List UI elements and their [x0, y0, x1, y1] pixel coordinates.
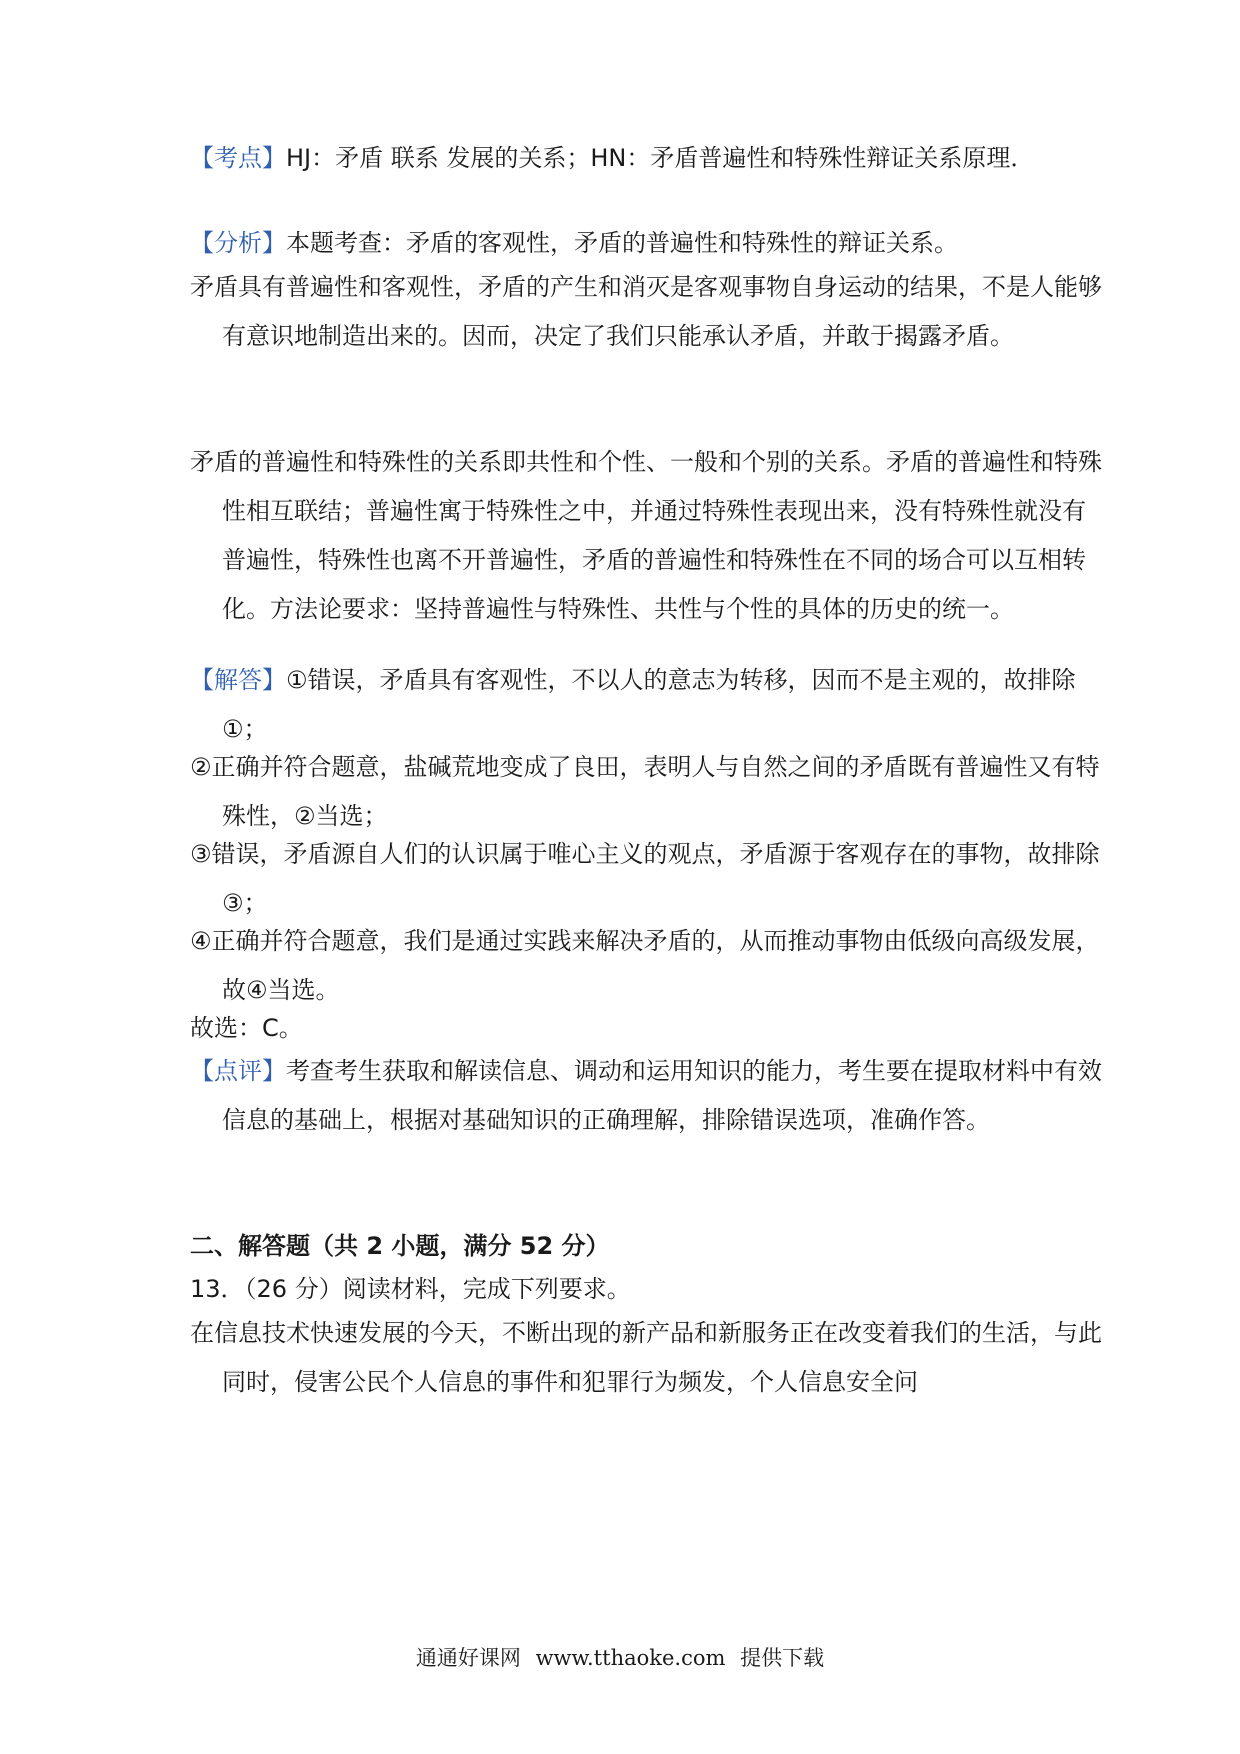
fenxi-text: 本题考查：矛盾的客观性，矛盾的普遍性和特殊性的辩证关系。: [286, 229, 958, 257]
fenxi-tag: 【分析】: [190, 229, 286, 257]
dianping-tag: 【点评】: [190, 1057, 286, 1085]
fenxi-line: [190, 219, 1070, 268]
footer-url[interactable]: www.tthaoke.com: [535, 1646, 726, 1670]
kaodian-line: [190, 134, 1070, 183]
section-heading: 二、解答题（共 2 小题，满分 52 分）: [190, 1232, 610, 1260]
kaodian-tag: 【考点】: [190, 144, 286, 172]
jieda-item-2: ②正确并符合题意，盐碱荒地变成了良田，表明人与自然之间的矛盾既有普遍性又有特殊性，②当选；: [190, 753, 1100, 830]
dianping-para: [190, 1047, 1102, 1145]
jieda-tag: 【解答】: [190, 666, 286, 694]
jieda-item-1: [190, 656, 1102, 754]
jieda-item-4: ④正确并符合题意，我们是通过实践来解决矛盾的，从而推动事物由低级向高级发展，故④当选。: [190, 927, 1100, 1004]
question-13-material: 在信息技术快速发展的今天，不断出现的新产品和新服务正在改变着我们的生活，与此同时，侵害公民个人信息的事件和犯罪行为频发，个人信息安全问: [190, 1319, 1102, 1396]
footer-site-name: 通通好课网: [415, 1646, 521, 1670]
footer-suffix: 提供下载: [740, 1646, 825, 1670]
dianping-text: 考查考生获取和解读信息、调动和运用知识的能力，考生要在提取材料中有效信息的基础上，根据对基础知识的正确理解，排除错误选项，准确作答。: [222, 1057, 1102, 1134]
answer-line: 故选：C。: [190, 1014, 303, 1042]
jieda-item-3: ③错误，矛盾源自人们的认识属于唯心主义的观点，矛盾源于客观存在的事物，故排除③；: [190, 840, 1100, 917]
page-footer: [0, 1642, 1240, 1672]
para-objectivity: 矛盾具有普遍性和客观性，矛盾的产生和消灭是客观事物自身运动的结果，不是人能够有意识地制造出来的。因而，决定了我们只能承认矛盾，并敢于揭露矛盾。: [190, 273, 1102, 350]
kaodian-text: HJ：矛盾 联系 发展的关系；HN：矛盾普遍性和特殊性辩证关系原理．: [286, 144, 1035, 172]
jieda-text: ①错误，矛盾具有客观性，不以人的意志为转移，因而不是主观的，故排除①；: [222, 666, 1076, 743]
para-universality: 矛盾的普遍性和特殊性的关系即共性和个性、一般和个别的关系。矛盾的普遍性和特殊性相互联结；普遍性寓于特殊性之中，并通过特殊性表现出来，没有特殊性就没有普遍性，特殊性也离不开普遍性，矛盾的普遍性和特殊性在不同的场合可以互相转化。方法论要求：坚持普遍性与特殊性、共性与个性的具体的历史的统一。: [190, 448, 1102, 623]
question-13: 13．（26 分）阅读材料，完成下列要求。: [190, 1275, 631, 1303]
